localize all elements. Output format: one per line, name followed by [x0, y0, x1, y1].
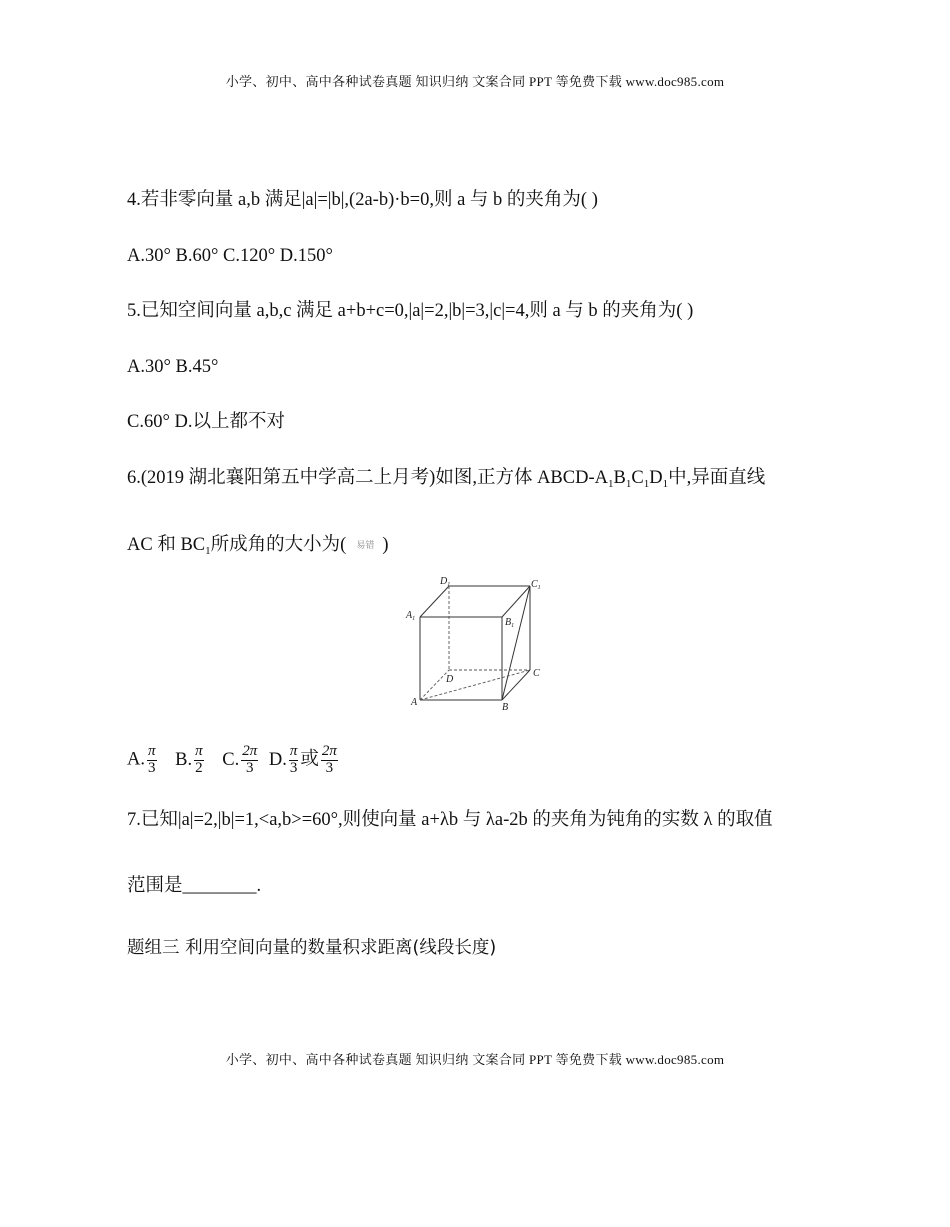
- label-B1: $B_1$: [505, 617, 515, 629]
- fraction: $\frac{\pi}{3}$: [148, 743, 156, 776]
- q5-stem: 5.已知空间向量 a,b,c 满足 a+b+c=0,|a|=2,|b|=3,|c|=4,则 a 与 b 的夹角为( ): [127, 301, 694, 321]
- page-header: 小学、初中、高中各种试卷真题 知识归纳 文案合同 PPT 等免费下载 www.doc985.com: [225, 74, 725, 89]
- label-B: B: [502, 702, 509, 712]
- fraction: $\frac{2\pi}{3}$: [321, 743, 337, 776]
- label-A1: $A_1$: [406, 610, 416, 622]
- fraction: $\frac{\pi}{3}$: [289, 743, 298, 776]
- q7-stem-line2: 范围是________.: [127, 876, 262, 896]
- label-C: C: [533, 668, 540, 679]
- label-C1: $C_1$: [531, 579, 541, 591]
- label-D1: $D_1$: [440, 576, 451, 588]
- q6-options: A. $\frac{\pi}{3}$ B. $\frac{\pi}{2}$ C. $\frac{2\pi}{3}$ D. $\frac{\pi}{3}$ 或 $\frac{2\pi}{3}$: [127, 743, 337, 776]
- label-A: A: [411, 697, 418, 708]
- fraction: $\frac{2\pi}{3}$: [242, 743, 258, 776]
- q5-options-2: C.60° D.以上都不对: [127, 412, 285, 432]
- q7-stem: 7.已知|a|=2,|b|=1,<a,b>=60°,则使向量 a+λb 与 λa-2b 的夹角为钝角的实数 λ 的取值: [127, 810, 773, 830]
- q4-options: A.30° B.60° C.120° D.150°: [127, 246, 333, 266]
- section-title: 题组三 利用空间向量的数量积求距离(线段长度): [127, 938, 497, 958]
- label-D: D: [446, 674, 454, 685]
- cube-figure: [402, 572, 552, 717]
- error-prone-tag: 易错: [356, 540, 375, 550]
- page-footer: 小学、初中、高中各种试卷真题 知识归纳 文案合同 PPT 等免费下载 www.doc985.com: [225, 1052, 725, 1067]
- q5-options-1: A.30° B.45°: [127, 357, 219, 377]
- q6-stem: 6.(2019 湖北襄阳第五中学高二上月考)如图,正方体 ABCD-$A_1B_1C_1D_1$中,异面直线: [127, 468, 766, 490]
- q4-stem: 4.若非零向量 a,b 满足|a|=|b|,(2a-b)·b=0,则 a 与 b 的夹角为( ): [127, 190, 598, 210]
- fraction: $\frac{\pi}{2}$: [195, 743, 203, 776]
- q6-stem-line2: AC 和 $BC_1$所成角的大小为( 易错 ): [127, 535, 389, 557]
